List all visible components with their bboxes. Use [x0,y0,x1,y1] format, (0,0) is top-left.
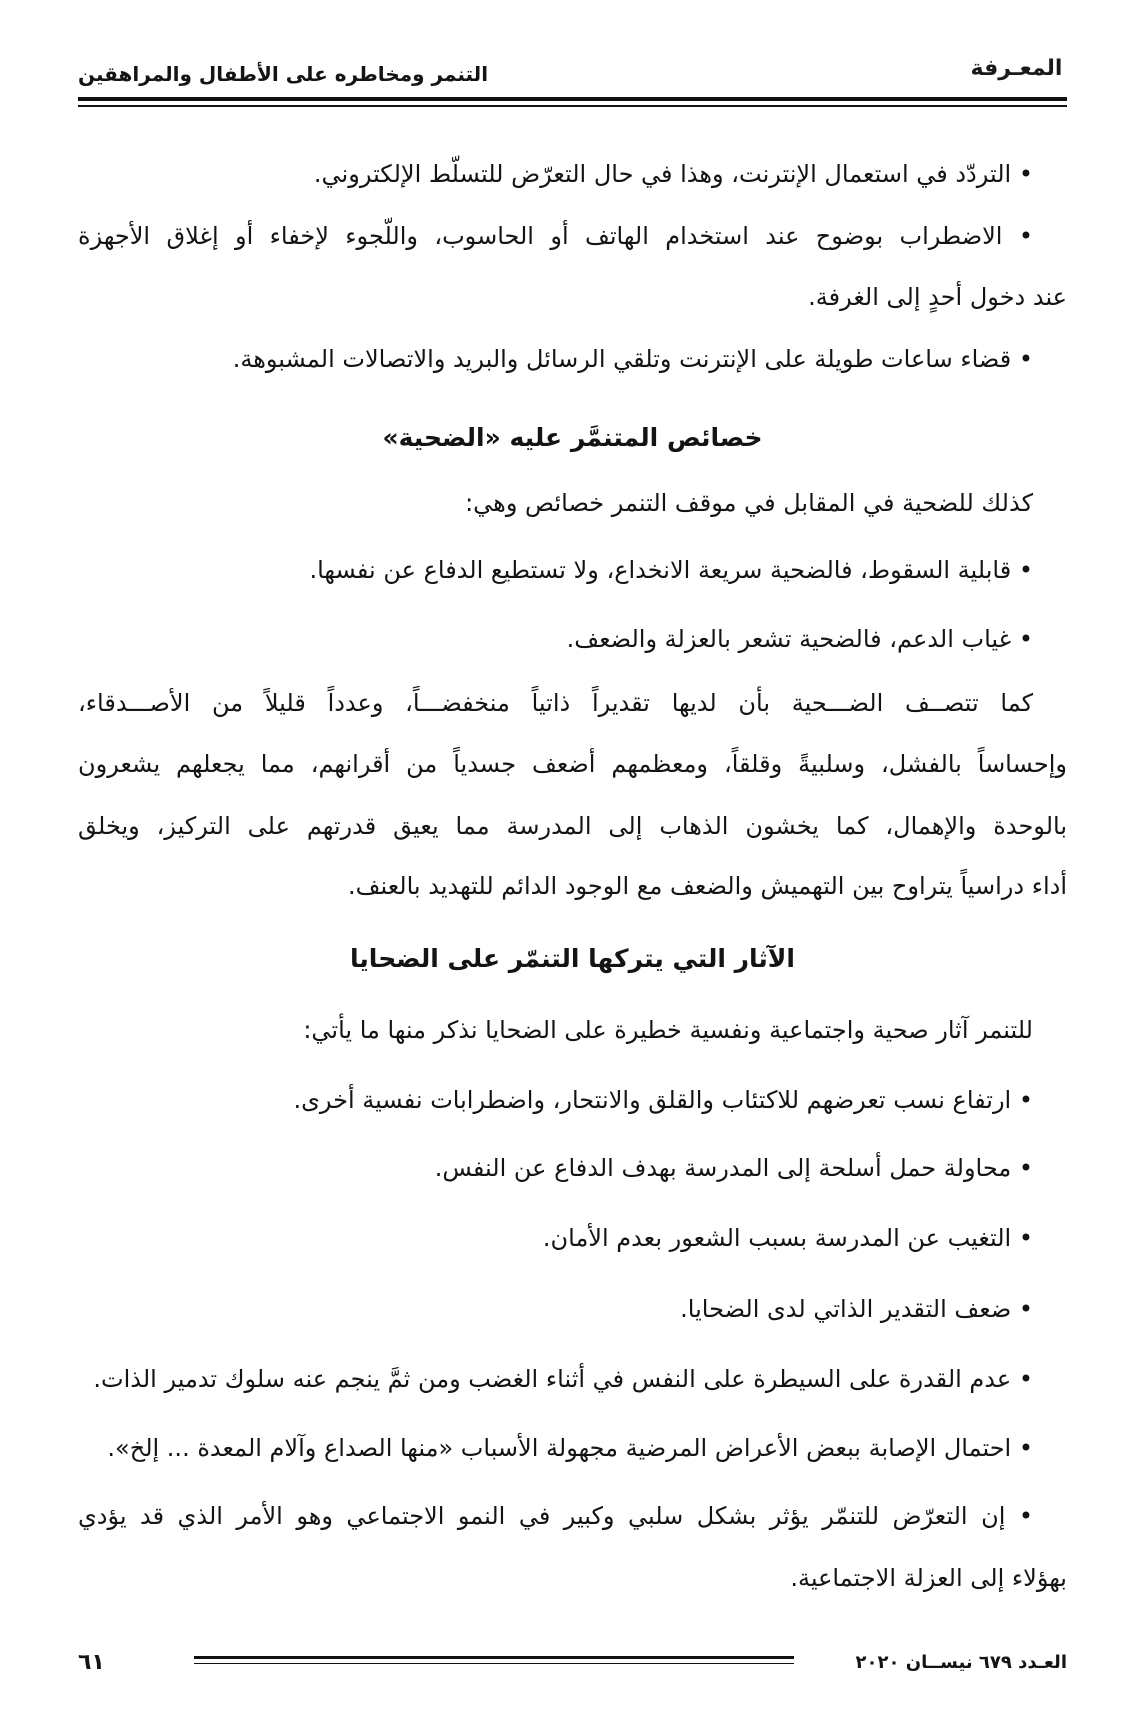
bullet-item: • ضعف التقدير الذاتي لدى الضحايا. [680,1295,1033,1323]
bullet-item: • غياب الدعم، فالضحية تشعر بالعزلة والضعف. [566,625,1033,653]
bullet-item: • ارتفاع نسب تعرضهم للاكتئاب والقلق والانتحار، واضطرابات نفسية أخرى. [293,1086,1033,1114]
header-rule-thin [78,105,1067,107]
page-number: ٦١ [78,1650,105,1675]
section-intro: كذلك للضحية في المقابل في موقف التنمر خصائص وهي: [465,489,1033,517]
bullet-item: • قضاء ساعات طويلة على الإنترنت وتلقي الرسائل والبريد والاتصالات المشبوهة. [232,345,1033,373]
footer-rule-thick [194,1656,794,1659]
bullet-item: • التردّد في استعمال الإنترنت، وهذا في حال التعرّض للتسلّط الإلكتروني. [313,160,1033,188]
bullet-item: • الاضطراب بوضوح عند استخدام الهاتف أو الحاسوب، واللّجوء لإخفاء أو إغلاق الأجهزة [78,222,1033,250]
bullet-item-continuation: عند دخول أحدٍ إلى الغرفة. [808,283,1067,311]
paragraph-line: بالوحدة والإهمال، كما يخشون الذهاب إلى المدرسة مما يعيق قدرتهم على التركيز، ويخلق [78,812,1067,840]
bullet-item-continuation: بهؤلاء إلى العزلة الاجتماعية. [790,1564,1067,1592]
issue-info: العـدد ٦٧٩ نيســان ٢٠٢٠ [855,1652,1067,1673]
bullet-item: • التغيب عن المدرسة بسبب الشعور بعدم الأمان. [542,1224,1033,1252]
section-intro: للتنمر آثار صحية واجتماعية ونفسية خطيرة على الضحايا نذكر منها ما يأتي: [303,1016,1033,1044]
magazine-logo: المعـرفة [970,56,1063,81]
paragraph-line: كما تتصــف الضـــحية بأن لديها تقديراً ذاتياً منخفضـــاً، وعدداً قليلاً من الأصـــدقاء، [78,689,1033,717]
paragraph-line: وإحساساً بالفشل، وسلبيةً وقلقاً، ومعظمهم أضعف جسدياً من أقرانهم، مما يجعلهم يشعرون [78,750,1067,778]
bullet-item: • احتمال الإصابة ببعض الأعراض المرضية مجهولة الأسباب «منها الصداع وآلام المعدة ... إلخ». [107,1434,1033,1462]
section-heading: الآثار التي يتركها التنمّر على الضحايا [350,944,795,973]
bullet-item: • إن التعرّض للتنمّر يؤثر بشكل سلبي وكبير في النمو الاجتماعي وهو الأمر الذي قد يؤدي [78,1502,1033,1530]
running-title: التنمر ومخاطره على الأطفال والمراهقين [78,62,489,86]
bullet-item: • عدم القدرة على السيطرة على النفس في أثناء الغضب ومن ثمَّ ينجم عنه سلوك تدمير الذات. [93,1365,1033,1393]
bullet-item: • محاولة حمل أسلحة إلى المدرسة بهدف الدفاع عن النفس. [434,1154,1033,1182]
footer-rule-thin [194,1663,794,1664]
paragraph-line: أداء دراسياً يتراوح بين التهميش والضعف مع الوجود الدائم للتهديد بالعنف. [348,872,1067,900]
bullet-item: • قابلية السقوط، فالضحية سريعة الانخداع، ولا تستطيع الدفاع عن نفسها. [309,556,1033,584]
section-heading: خصائص المتنمَّر عليه «الضحية» [382,423,763,452]
header-rule-thick [78,97,1067,101]
